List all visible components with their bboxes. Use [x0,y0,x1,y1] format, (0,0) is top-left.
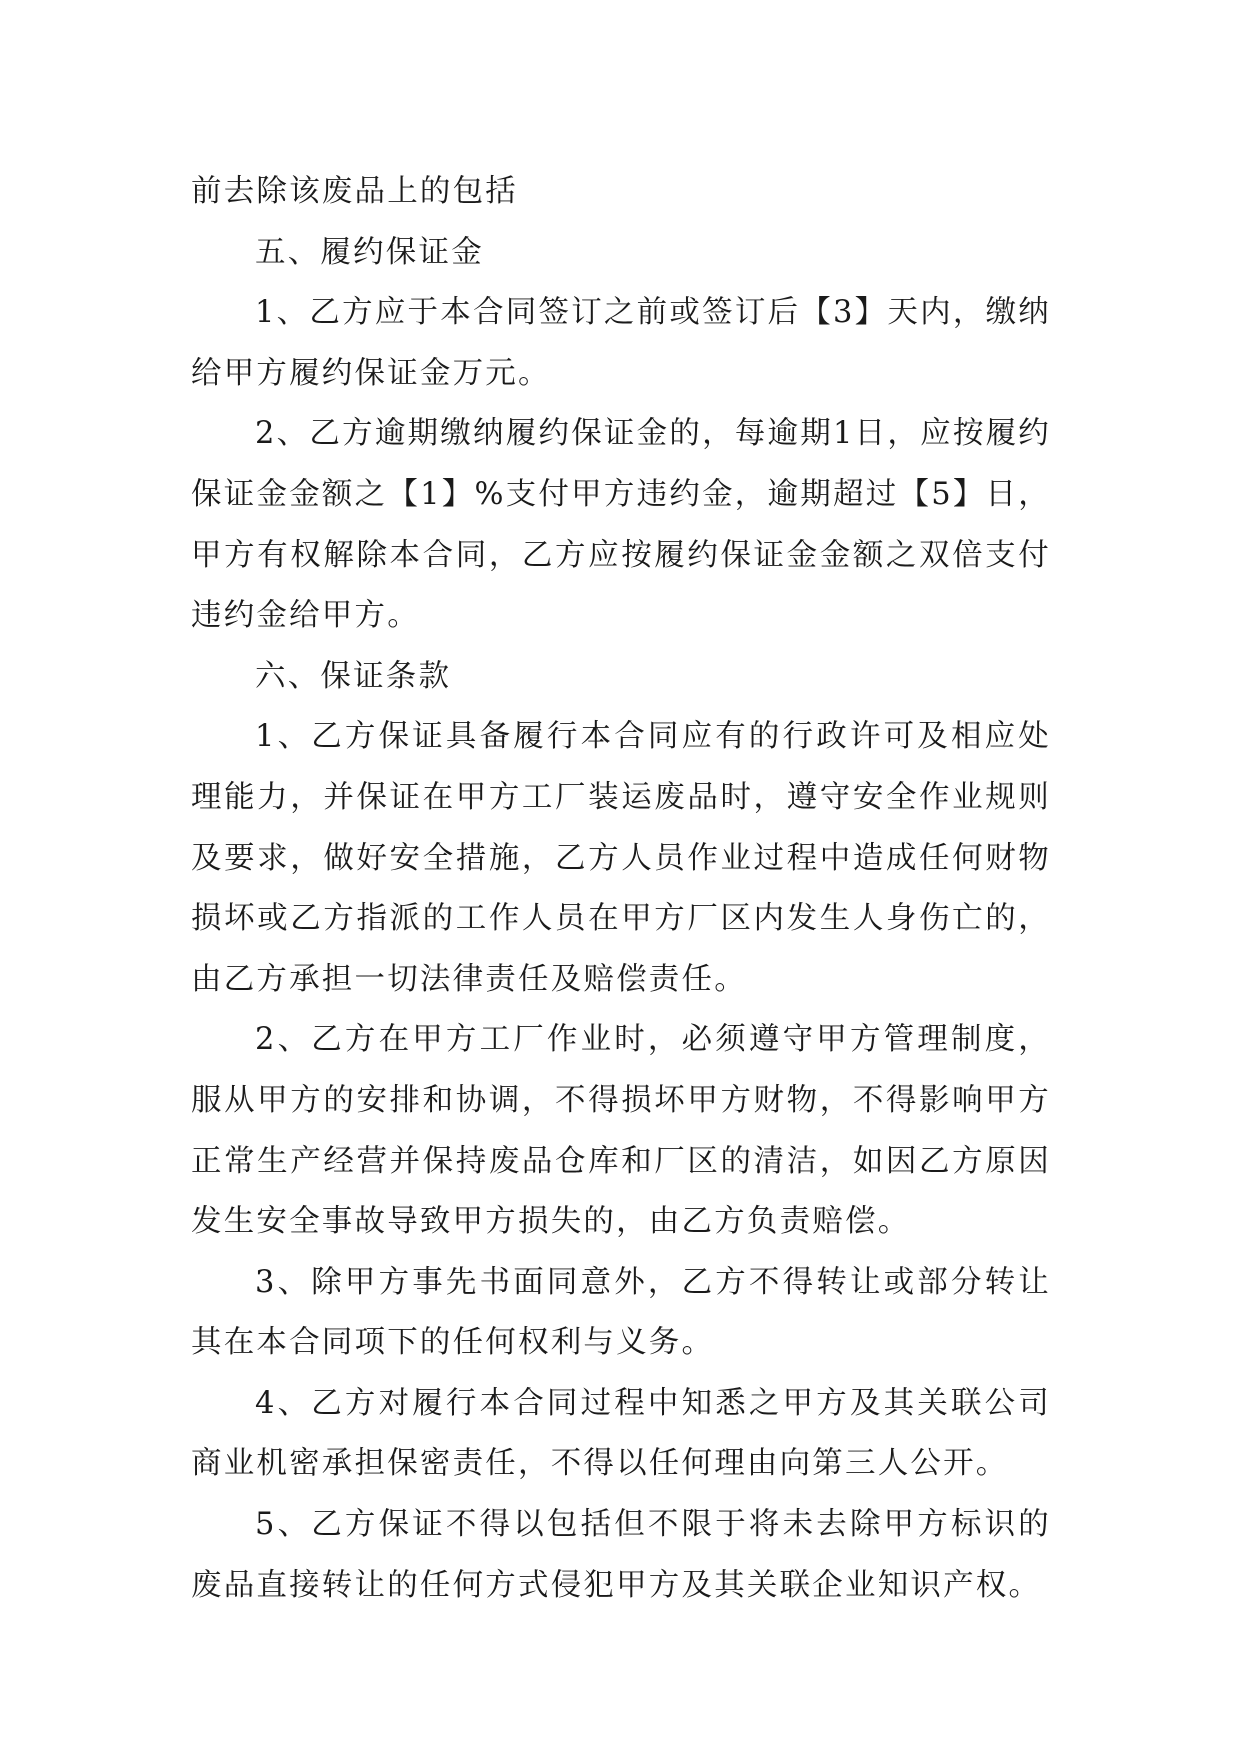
document-body [191,162,1051,1616]
clause-6-2: 2、乙方在甲方工厂作业时，必须遵守甲方管理制度，服从甲方的安排和协调，不得损坏甲方财物，不得影响甲方正常生产经营并保持废品仓库和厂区的清洁，如因乙方原因发生安全事故导致甲方损失的，由乙方负责赔偿。 [191,1022,1051,1240]
clause-6-3: 3、除甲方事先书面同意外，乙方不得转让或部分转让其在本合同项下的任何权利与义务。 [191,1264,1051,1361]
section-heading-performance-bond: 五、履约保证金 [255,234,484,270]
paragraph-continuation: 前去除该废品上的包括 [191,174,518,209]
clause-5-1: 1、乙方应于本合同签订之前或签订后【3】天内，缴纳给甲方履约保证金万元。 [191,295,1051,391]
clause-5-2: 2、乙方逾期缴纳履约保证金的，每逾期1日，应按履约保证金金额之【1】%支付甲方违约金，逾期超过【5】日，甲方有权解除本合同，乙方应按履约保证金金额之双倍支付违约金给甲方。 [191,416,1051,634]
section-heading-guarantee-terms: 六、保证条款 [255,658,452,694]
clause-6-5: 5、乙方保证不得以包括但不限于将未去除甲方标识的废品直接转让的任何方式侵犯甲方及其关联企业知识产权。 [191,1507,1051,1603]
clause-6-1: 1、乙方保证具备履行本合同应有的行政许可及相应处理能力，并保证在甲方工厂装运废品时，遵守安全作业规则及要求，做好安全措施，乙方人员作业过程中造成任何财物损坏或乙方指派的工作人员在甲方厂区内发生人身伤亡的，由乙方承担一切法律责任及赔偿责任。 [191,719,1051,997]
clause-6-4: 4、乙方对履行本合同过程中知悉之甲方及其关联公司商业机密承担保密责任，不得以任何理由向第三人公开。 [191,1385,1051,1482]
